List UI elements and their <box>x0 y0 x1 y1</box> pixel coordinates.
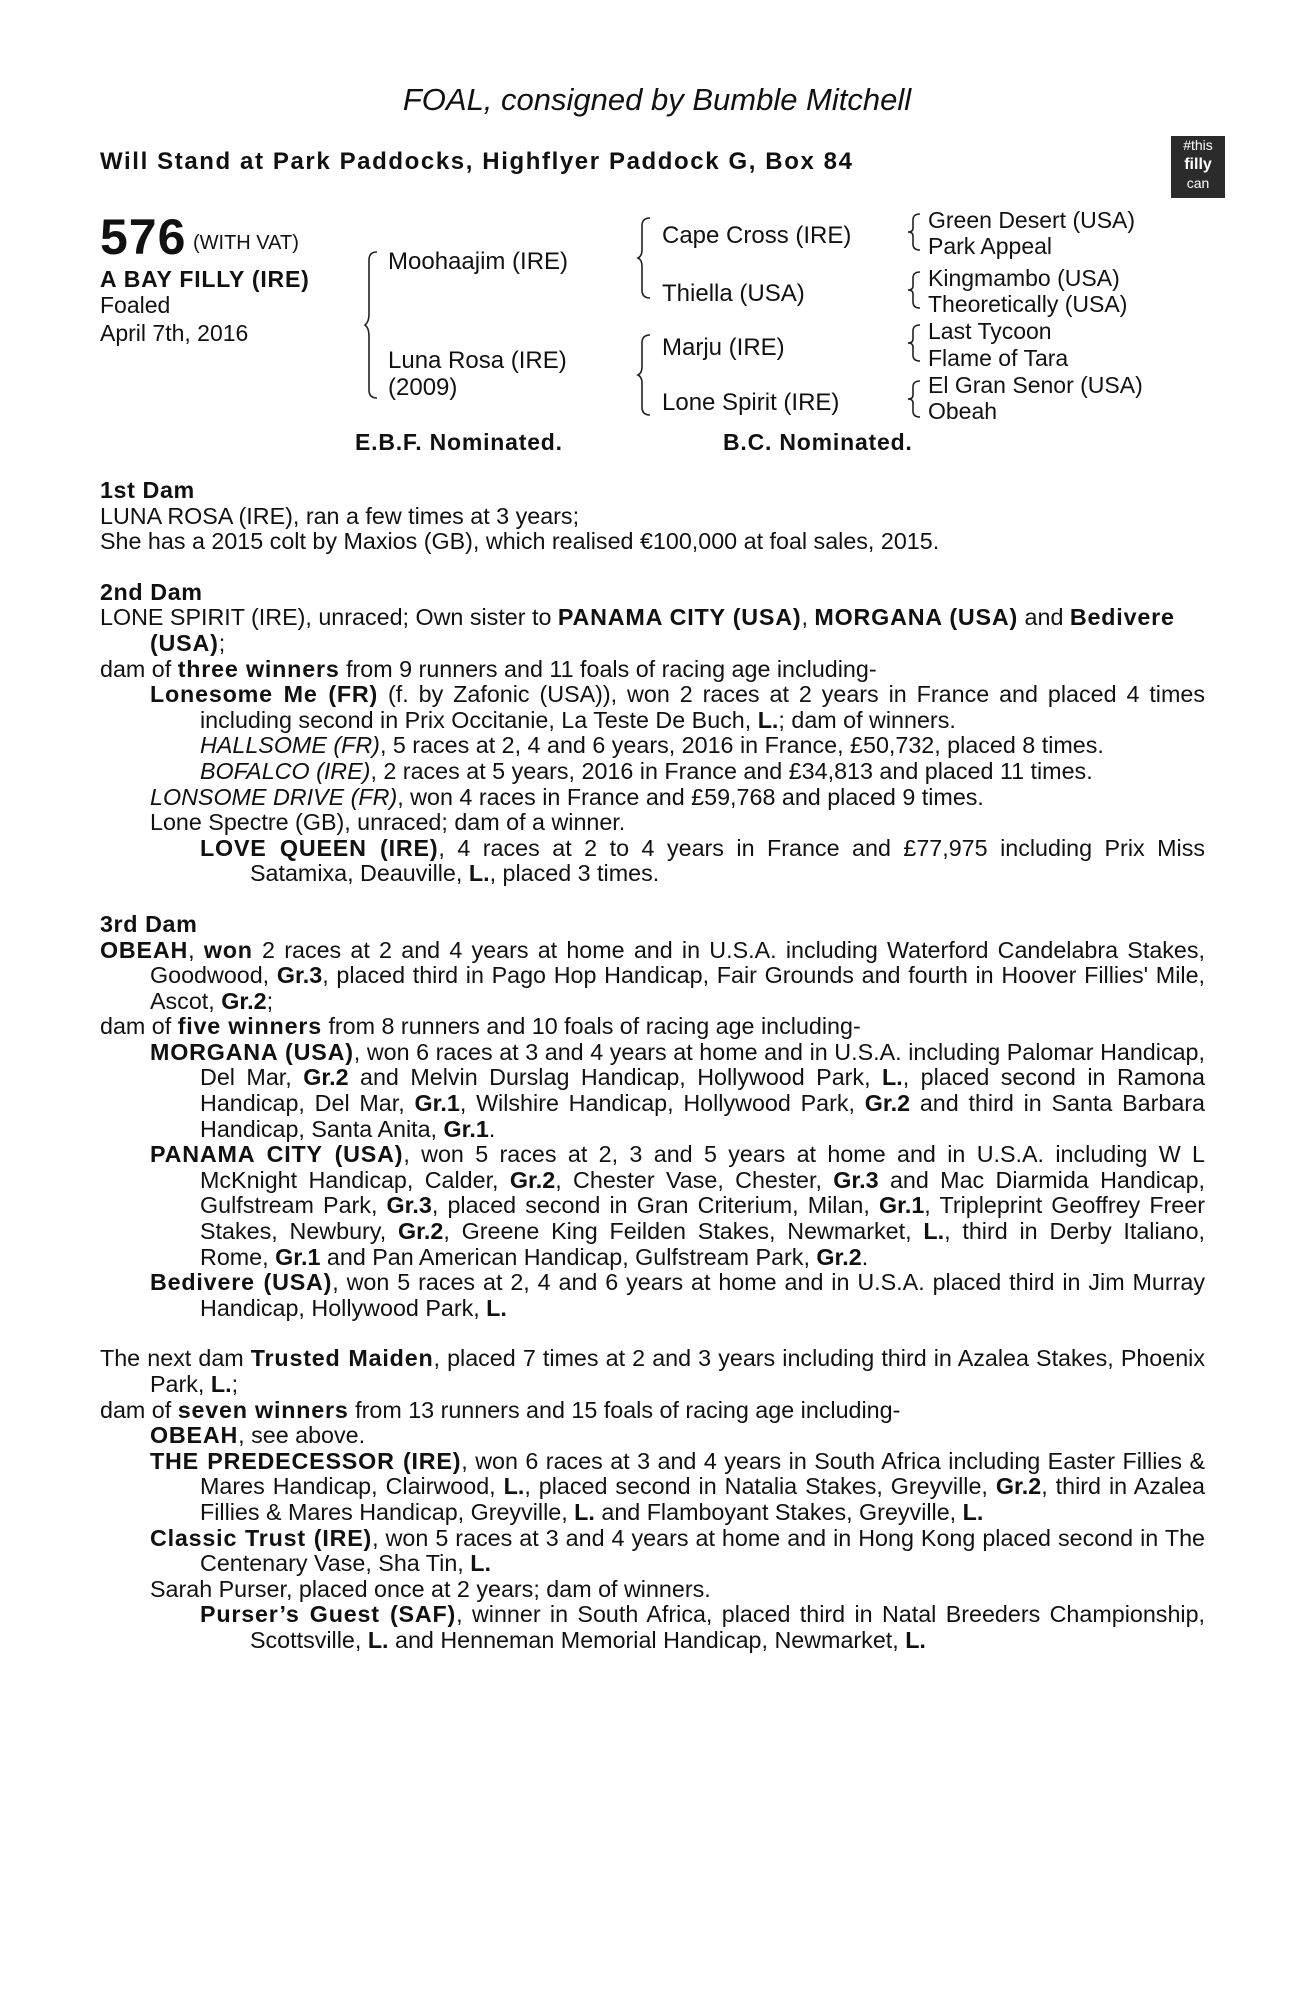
produce-entry: Sarah Purser, placed once at 2 years; dam of winners. <box>150 1575 711 1602</box>
pedigree-4th-gen: El Gran Senor (USA) <box>928 372 1143 398</box>
lot-number: 576 <box>100 209 187 265</box>
foaled-label: Foaled <box>100 292 171 318</box>
produce-summary: dam of three winners from 9 runners and 11 foals of racing age including- <box>100 655 877 682</box>
this-filly-can-logo <box>1171 136 1225 198</box>
produce-entry: Bedivere (USA), won 5 races at 2, 4 and 6 years at home and in U.S.A. placed third in Jim Murray Handicap, Hollywood Park, L. <box>150 1269 1205 1321</box>
section-heading: 3rd Dam <box>100 910 198 937</box>
produce-entry: MORGANA (USA), won 6 races at 3 and 4 years at home and in U.S.A. including Palomar Handicap, Del Mar, Gr.2 and Melvin Durslag Handicap, Hollywood Park, L., placed second in Ramona Handicap, Del Mar, Gr.1, Wilshire Handicap, Hollywood Park, Gr.2 and third in Santa Barbara Handicap, Santa Anita, Gr.1. <box>150 1038 1206 1142</box>
dam-line-text <box>100 478 1205 1654</box>
pedigree-dam: Luna Rosa (IRE) <box>388 347 567 374</box>
logo-line: can <box>1186 175 1210 191</box>
pedigree-4th-gen: Green Desert (USA) <box>928 207 1136 233</box>
produce-entry: BOFALCO (IRE), 2 races at 5 years, 2016 in France and £34,813 and placed 11 times. <box>200 757 1093 784</box>
foaled-date: April 7th, 2016 <box>100 320 249 346</box>
stand-location: Will Stand at Park Paddocks, Highflyer Paddock G, Box 84 <box>100 148 854 175</box>
lot-name: A BAY FILLY (IRE) <box>100 266 310 292</box>
pedigree-bracket-ds <box>908 323 922 363</box>
third-dam-entry: OBEAH, won 2 races at 2 and 4 years at home and in U.S.A. including Waterford Candelabra Stakes, Goodwood, Gr.3, placed third in Pago Hop Handicap, Fair Grounds and fourth in Hoover Fillies' Mile, Ascot, Gr.2; <box>100 936 1205 1014</box>
pedigree-bracket-ss <box>908 212 922 252</box>
pedigree-bracket-sire <box>638 216 652 300</box>
produce-entry: LONSOME DRIVE (FR), won 4 races in France and £59,768 and placed 9 times. <box>150 783 984 810</box>
first-dam-line: She has a 2015 colt by Maxios (GB), which realised €100,000 at foal sales, 2015. <box>100 528 940 555</box>
pedigree-bracket-sd <box>908 270 922 310</box>
produce-entry: Classic Trust (IRE), won 5 races at 3 and 4 years at home and in Hong Kong placed second in The Centenary Vase, Sha Tin, L. <box>150 1524 1205 1577</box>
next-dam-entry: The next dam Trusted Maiden, placed 7 times at 2 and 3 years including third in Azalea Stakes, Phoenix Park, L.; <box>100 1345 1206 1397</box>
pedigree-dam-sire: Marju (IRE) <box>662 334 785 361</box>
pedigree-bracket-main <box>365 250 379 400</box>
pedigree-bracket-dam <box>638 333 652 417</box>
pedigree-4th-gen: Flame of Tara <box>928 345 1069 371</box>
section-heading: 1st Dam <box>100 477 195 503</box>
produce-entry: LOVE QUEEN (IRE), 4 races at 2 to 4 years in France and £77,975 including Prix Miss Satamixa, Deauville, L., placed 3 times. <box>200 834 1206 887</box>
produce-entry: THE PREDECESSOR (IRE), won 6 races at 3 and 4 years in South Africa including Easter Fillies & Mares Handicap, Clairwood, L., placed second in Natalia Stakes, Greyville, Gr.2, third in Azalea Fillies & Mares Handicap, Greyville, L. and Flamboyant Stakes, Greyville, L. <box>150 1447 1206 1525</box>
pedigree-sire-sire: Cape Cross (IRE) <box>662 222 852 249</box>
produce-summary: dam of five winners from 8 runners and 10 foals of racing age including- <box>100 1013 861 1040</box>
catalogue-title: FOAL, consigned by Bumble Mitchell <box>402 82 912 117</box>
produce-entry: HALLSOME (FR), 5 races at 2, 4 and 6 years, 2016 in France, £50,732, placed 8 times. <box>200 732 1104 759</box>
produce-entry: PANAMA CITY (USA), won 5 races at 2, 3 and 5 years at home and in U.S.A. including W L McKnight Handicap, Calder, Gr.2, Chester Vase, Chester, Gr.3 and Mac Diarmida Handicap, Gulfstream Park, Gr.3, placed second in Gran Criterium, Milan, Gr.1, Tripleprint Geoffrey Freer Stakes, Newbury, Gr.2, Greene King Feilden Stakes, Newmarket, L., third in Derby Italiano, Rome, Gr.1 and Pan American Handicap, Gulfstream Park, Gr.2. <box>150 1141 1205 1270</box>
logo-line: #this <box>1183 137 1213 153</box>
ebf-nomination: E.B.F. Nominated. <box>355 429 563 455</box>
pedigree-sire-dam: Thiella (USA) <box>662 280 805 307</box>
produce-summary: dam of seven winners from 13 runners and 15 foals of racing age including- <box>100 1396 901 1423</box>
pedigree-sire: Moohaajim (IRE) <box>388 248 569 275</box>
bc-nomination: B.C. Nominated. <box>723 429 913 455</box>
pedigree-bracket-dd <box>908 379 922 419</box>
vat-note: (WITH VAT) <box>193 232 299 254</box>
pedigree-dam-year: (2009) <box>388 374 458 401</box>
section-heading: 2nd Dam <box>100 578 203 605</box>
second-dam-entry: LONE SPIRIT (IRE), unraced; Own sister to PANAMA CITY (USA), MORGANA (USA) and Bedivere (USA); <box>100 604 1175 656</box>
logo-line: filly <box>1184 156 1212 173</box>
first-dam-line: LUNA ROSA (IRE), ran a few times at 3 years; <box>100 502 580 529</box>
produce-entry: Lone Spectre (GB), unraced; dam of a winner. <box>150 809 626 836</box>
produce-entry: Purser’s Guest (SAF), winner in South Africa, placed third in Natal Breeders Championship, Scottsville, L. and Henneman Memorial Handicap, Newmarket, L. <box>200 1601 1205 1653</box>
produce-entry: Lonesome Me (FR) (f. by Zafonic (USA)), won 2 races at 2 years in France and placed 4 times including second in Prix Occitanie, La Teste De Buch, L.; dam of winners. <box>150 681 1205 733</box>
produce-entry: OBEAH, see above. <box>150 1422 366 1449</box>
pedigree-dam-dam: Lone Spirit (IRE) <box>662 389 840 416</box>
pedigree-4th-gen: Kingmambo (USA) <box>928 265 1120 291</box>
pedigree-4th-gen: Obeah <box>928 398 998 424</box>
pedigree-4th-gen: Last Tycoon <box>928 318 1052 344</box>
pedigree-4th-gen: Park Appeal <box>928 233 1053 259</box>
pedigree-4th-gen: Theoretically (USA) <box>928 291 1128 317</box>
